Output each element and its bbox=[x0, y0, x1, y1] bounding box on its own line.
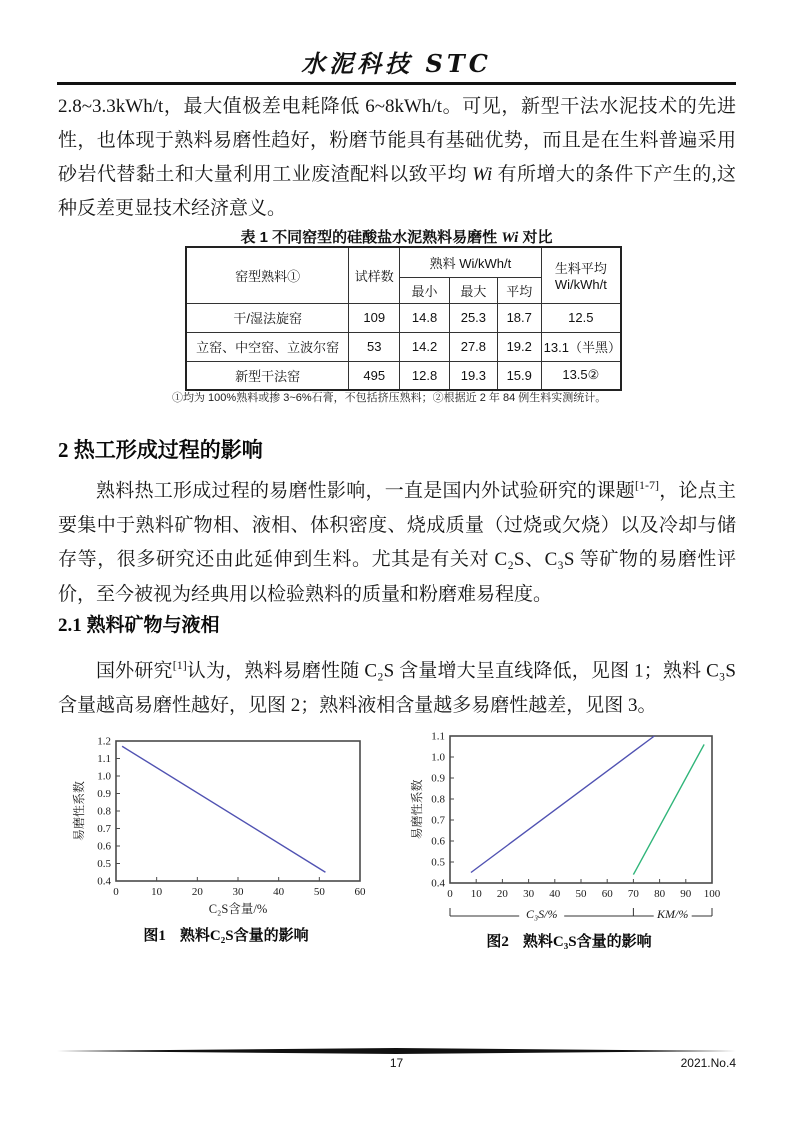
cell-kiln: 干/湿法旋窑 bbox=[186, 303, 349, 332]
svg-text:1.0: 1.0 bbox=[431, 751, 445, 764]
grindability-table bbox=[185, 246, 622, 391]
svg-text:80: 80 bbox=[654, 888, 666, 900]
section-2-paragraph bbox=[58, 468, 736, 612]
svg-text:0: 0 bbox=[447, 888, 453, 900]
svg-text:0: 0 bbox=[113, 886, 119, 898]
col-header-kiln-type: 窑型熟料① bbox=[186, 247, 349, 303]
svg-text:0.7: 0.7 bbox=[431, 814, 445, 827]
svg-text:20: 20 bbox=[496, 888, 508, 900]
paragraph-text: 有所增大的条件下产生的,这种反差更显技术经济意义。 bbox=[58, 164, 736, 219]
svg-text:0.8: 0.8 bbox=[431, 793, 445, 806]
table-title bbox=[0, 226, 793, 247]
svg-text:50: 50 bbox=[575, 888, 587, 900]
raw-avg-line2: Wi/kWh/t bbox=[554, 277, 607, 293]
cell-min: 14.2 bbox=[400, 332, 450, 361]
svg-text:0.5: 0.5 bbox=[97, 858, 111, 870]
svg-text:40: 40 bbox=[273, 886, 285, 898]
header-rule bbox=[57, 82, 736, 85]
svg-text:0.8: 0.8 bbox=[97, 805, 111, 818]
cell-kiln: 新型干法窑 bbox=[186, 361, 349, 390]
svg-text:60: 60 bbox=[354, 886, 366, 898]
cell-samples: 53 bbox=[349, 332, 400, 361]
svg-text:易磨性系数: 易磨性系数 bbox=[72, 780, 86, 842]
svg-text:1.0: 1.0 bbox=[97, 770, 111, 783]
cell-samples: 109 bbox=[349, 303, 400, 332]
svg-text:0.9: 0.9 bbox=[97, 788, 111, 800]
citation-ref: [1-7] bbox=[634, 478, 659, 492]
issue-label: 2021.No.4 bbox=[680, 1056, 736, 1070]
col-header-max: 最大 bbox=[449, 277, 497, 303]
table-row bbox=[186, 303, 621, 332]
svg-text:10: 10 bbox=[151, 886, 163, 898]
col-header-avg: 平均 bbox=[497, 277, 541, 303]
col-header-min: 最小 bbox=[400, 277, 450, 303]
figure-2-caption bbox=[408, 930, 730, 951]
cell-kiln: 立窑、中空窑、立波尔窑 bbox=[186, 332, 349, 361]
paragraph-text: 国外研究 bbox=[96, 660, 173, 682]
col-header-raw-meal-avg bbox=[541, 247, 621, 303]
table-title-text: 表 1 不同窑型的硅酸盐水泥熟料易磨性 bbox=[240, 229, 502, 246]
svg-text:1.1: 1.1 bbox=[97, 753, 111, 765]
cell-raw: 13.5② bbox=[541, 361, 621, 390]
svg-text:0.5: 0.5 bbox=[431, 856, 445, 869]
svg-text:10: 10 bbox=[470, 888, 482, 900]
figure-number: 图2 bbox=[486, 934, 509, 950]
svg-text:20: 20 bbox=[191, 886, 203, 898]
section-2-1-heading: 2.1 熟料矿物与液相 bbox=[58, 615, 220, 636]
svg-text:60: 60 bbox=[601, 888, 613, 900]
table-footnote: ①均为 100%熟料或掺 3~6%石膏，不包括挤压熟料；②根据近 2 年 84 例生料实测统计。 bbox=[172, 392, 607, 404]
svg-text:C₃S/%: C₃S/% bbox=[525, 907, 558, 921]
svg-text:0.6: 0.6 bbox=[431, 835, 445, 848]
paragraph-text: 熟料热工形成过程的易磨性影响，一直是国内外试验研究的课题 bbox=[96, 480, 635, 502]
cell-max: 27.8 bbox=[449, 332, 497, 361]
section-2-1-paragraph bbox=[58, 648, 736, 723]
table-row bbox=[186, 332, 621, 361]
paragraph-text: 2.8~3.3kWh/t，最大值极差电耗降低 6~8kWh/t。可见，新型干法水泥技术的先进性，也体现于熟料易磨性趋好，粉磨节能具有基础优势，而且是在生料普遍采用砂岩代替黏土和大量利用工业废渣配料以致平均 bbox=[58, 96, 736, 185]
table-title-text: 对比 bbox=[518, 229, 553, 246]
cell-min: 12.8 bbox=[400, 361, 450, 390]
raw-avg-line1: 生料平均 bbox=[554, 261, 607, 277]
svg-text:1.1: 1.1 bbox=[431, 730, 445, 743]
cell-max: 19.3 bbox=[449, 361, 497, 390]
svg-text:70: 70 bbox=[627, 888, 639, 900]
paragraph-continuation bbox=[58, 90, 736, 226]
figure-caption-text: 熟料C₃S含量的影响 bbox=[522, 934, 652, 950]
figure-2-chart bbox=[408, 728, 730, 928]
svg-text:0.6: 0.6 bbox=[97, 840, 111, 853]
svg-text:90: 90 bbox=[680, 888, 692, 900]
svg-text:40: 40 bbox=[549, 888, 561, 900]
cell-min: 14.8 bbox=[400, 303, 450, 332]
svg-text:1.2: 1.2 bbox=[97, 735, 111, 748]
figure-1-caption bbox=[70, 924, 382, 945]
figure-number: 图1 bbox=[143, 928, 166, 944]
figure-caption-text: 熟料C₂S含量的影响 bbox=[179, 928, 309, 944]
page-number: 17 bbox=[389, 1056, 404, 1070]
wi-symbol: Wi bbox=[501, 230, 519, 246]
cell-avg: 19.2 bbox=[497, 332, 541, 361]
svg-text:C₂S含量/%: C₂S含量/% bbox=[208, 902, 268, 916]
svg-text:50: 50 bbox=[313, 886, 325, 898]
svg-text:30: 30 bbox=[523, 888, 535, 900]
svg-text:0.7: 0.7 bbox=[97, 823, 111, 835]
cell-avg: 15.9 bbox=[497, 361, 541, 390]
cell-raw: 13.1（半黑） bbox=[541, 332, 621, 361]
cell-raw: 12.5 bbox=[541, 303, 621, 332]
section-2-heading: 2 热工形成过程的影响 bbox=[58, 438, 263, 462]
figure-2 bbox=[408, 728, 730, 933]
svg-text:0.4: 0.4 bbox=[97, 875, 111, 888]
svg-text:0.4: 0.4 bbox=[431, 877, 445, 890]
cell-avg: 18.7 bbox=[497, 303, 541, 332]
wi-symbol: Wi bbox=[472, 164, 493, 185]
figure-1-chart bbox=[70, 733, 382, 925]
svg-text:易磨性系数: 易磨性系数 bbox=[410, 779, 424, 840]
journal-title: 水泥科技 STC bbox=[301, 49, 492, 78]
paragraph-text: 认为，熟料易磨性随 C₂S 含量增大呈直线降低，见图 1；熟料 C₃S 含量越高易磨性越好，见图 2；熟料液相含量越多易磨性越差，见图 3。 bbox=[58, 660, 736, 716]
table-row bbox=[186, 361, 621, 390]
col-header-sample-count: 试样数 bbox=[349, 247, 400, 303]
cell-samples: 495 bbox=[349, 361, 400, 390]
svg-text:0.9: 0.9 bbox=[431, 772, 445, 785]
svg-text:30: 30 bbox=[232, 886, 244, 898]
citation-ref: [1] bbox=[172, 658, 187, 672]
figure-1 bbox=[70, 733, 382, 930]
cell-max: 25.3 bbox=[449, 303, 497, 332]
footer-rule bbox=[57, 1047, 736, 1055]
col-header-clinker-wi-group: 熟料 Wi/kWh/t bbox=[400, 247, 542, 277]
svg-text:KM/%: KM/% bbox=[657, 907, 689, 921]
svg-text:100: 100 bbox=[703, 888, 721, 900]
paragraph-text: ，论点主要集中于熟料矿物相、液相、体积密度、烧成质量（过烧或欠烧）以及冷却与储存等，很多研究还由此延伸到生料。尤其是有关对 C₂S、C₃S 等矿物的易磨性评价，至今被视为经典用以检验熟料的质量和粉磨难易程度。 bbox=[58, 480, 736, 605]
